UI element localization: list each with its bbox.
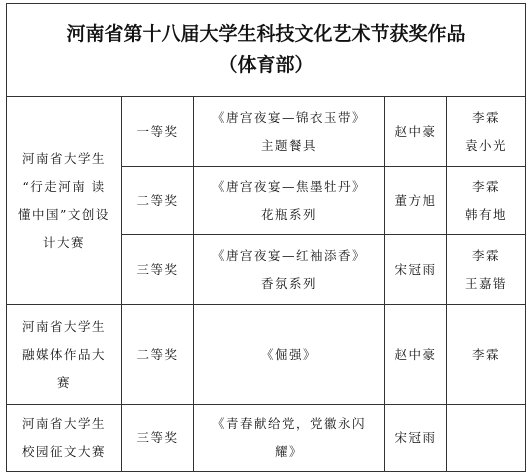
award-level: 一等奖 bbox=[122, 97, 194, 167]
title-row bbox=[7, 4, 526, 97]
table-row bbox=[7, 405, 526, 472]
student-name: 董方旭 bbox=[385, 167, 447, 235]
advisor-names: 李霖 韩有地 bbox=[447, 167, 526, 235]
title-line-2: （体育部） bbox=[218, 54, 314, 76]
title-line-1: 河南省第十八届大学生科技文化艺术节获奖作品 bbox=[66, 23, 466, 45]
student-name: 宋冠雨 bbox=[385, 405, 447, 472]
work-title: 《唐宫夜宴—锦衣玉带》 主题餐具 bbox=[194, 97, 385, 167]
student-name: 赵中豪 bbox=[385, 97, 447, 167]
page-title bbox=[7, 4, 526, 97]
award-level: 三等奖 bbox=[122, 405, 194, 472]
work-title: 《倔强》 bbox=[194, 305, 385, 405]
student-name: 赵中豪 bbox=[385, 305, 447, 405]
award-level: 二等奖 bbox=[122, 305, 194, 405]
award-level: 二等奖 bbox=[122, 167, 194, 235]
advisor-names: 李霖 袁小光 bbox=[447, 97, 526, 167]
competition-name: 河南省大学生 “行走河南 读 懂中国”文创设 计大赛 bbox=[7, 97, 122, 305]
awards-table bbox=[6, 3, 526, 472]
advisor-names: 李霖 bbox=[447, 305, 526, 405]
award-level: 三等奖 bbox=[122, 235, 194, 305]
table-row bbox=[7, 305, 526, 405]
advisor-names: 李霖 王嘉锴 bbox=[447, 235, 526, 305]
competition-name: 河南省大学生 融媒体作品大 赛 bbox=[7, 305, 122, 405]
table-row bbox=[7, 97, 526, 167]
work-title: 《唐宫夜宴—红袖添香》 香氛系列 bbox=[194, 235, 385, 305]
work-title: 《唐宫夜宴—焦墨牡丹》 花瓶系列 bbox=[194, 167, 385, 235]
student-name: 宋冠雨 bbox=[385, 235, 447, 305]
advisor-names bbox=[447, 405, 526, 472]
competition-name: 河南省大学生 校园征文大赛 bbox=[7, 405, 122, 472]
work-title: 《青春献给党，党徽永闪 耀》 bbox=[194, 405, 385, 472]
